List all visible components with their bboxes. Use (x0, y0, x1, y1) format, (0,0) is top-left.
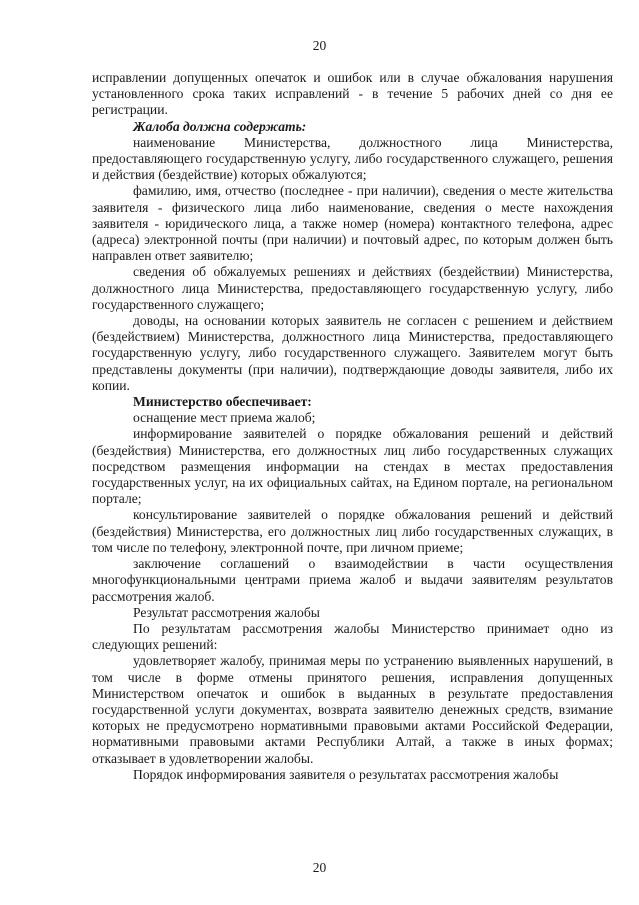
page-number-bottom: 20 (312, 860, 327, 875)
paragraph: доводы, на основании которых заявитель не согласен с решением и действием (бездействием) Министерства, должностного лица Министерства, предоставляющего государственную услугу, либо государственного служащего. Заявителем могут быть представлены документы (при наличии), подтверждающие доводы заявителя, либо их копии. (92, 313, 613, 393)
paragraph: консультирование заявителей о порядке обжалования решений и действий (бездействия) Министерства, его должностных лиц либо государственных служащих, в том числе по телефону, электронной почте, при личном приеме; (92, 507, 613, 555)
paragraph: Порядок информирования заявителя о результатах рассмотрения жалобы (133, 766, 559, 782)
paragraph: удовлетворяет жалобу, принимая меры по устранению выявленных нарушений, в том числе в форме отмены принятого решения, исправления допущенных Министерством опечаток и ошибок в выданных в результате предоставления государственной услуги документах, возврата заявителю денежных средств, взимание которых не предусмотрено нормативными правовыми актами Российской Федерации, нормативными правовыми актами Республики Алтай, а также в иных формах; отказывает в удовлетворении жалобы. (92, 653, 613, 766)
document-body (92, 70, 613, 783)
paragraph: заключение соглашений о взаимодействии в части осуществления многофункциональными центрами приема жалоб и выдачи заявителям результатов рассмотрения жалоб. (92, 556, 613, 604)
paragraph: фамилию, имя, отчество (последнее - при наличии), сведения о месте жительства заявителя - физического лица либо наименование, сведения о месте нахождения заявителя - юридического лица, а также номер (номера) контактного телефона, адрес (адреса) электронной почты (при наличии) и почтовый адрес, по которым должен быть направлен ответ заявителю; (92, 183, 613, 264)
paragraph: Министерство обеспечивает: (133, 394, 312, 410)
paragraph: оснащение мест приема жалоб; (133, 410, 316, 426)
paragraph: наименование Министерства, должностного лица Министерства, предоставляющего государственную услугу, либо государственного служащего, решения и действия (бездействие) которых обжалуются; (92, 134, 613, 183)
paragraph: информирование заявителей о порядке обжалования решений и действий (бездействия) Министерства, его должностных лиц либо государственных служащих посредством размещения информации на стендах в местах предоставления государственных услуг, на их официальных сайтах, на Едином портале, на региональном портале; (92, 426, 613, 507)
paragraph: Жалоба должна содержать: (133, 118, 307, 134)
paragraph: Результат рассмотрения жалобы (133, 604, 320, 620)
paragraph: сведения об обжалуемых решениях и действиях (бездействии) Министерства, должностного лица Министерства, предоставляющего государственную услугу, либо государственного служащего; (92, 264, 613, 312)
page-number-top: 20 (312, 38, 327, 53)
paragraph: По результатам рассмотрения жалобы Министерство принимает одно из следующих решений: (92, 620, 613, 653)
paragraph: исправлении допущенных опечаток и ошибок или в случае обжалования нарушения установленного срока таких исправлений - в течение 5 рабочих дней со дня ее регистрации. (92, 70, 613, 118)
